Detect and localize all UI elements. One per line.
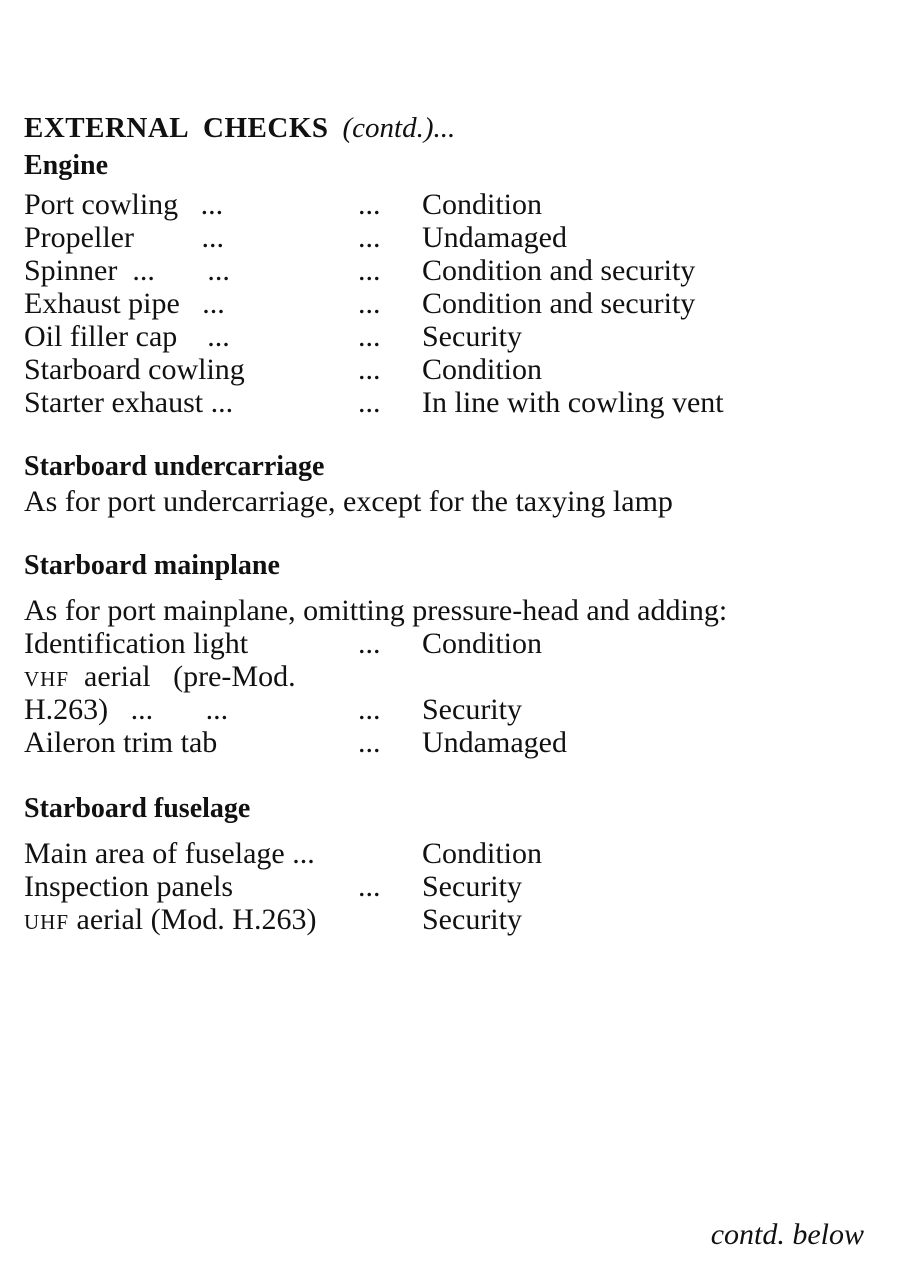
uhf-aerial-label: aerial (Mod. H.263): [69, 903, 317, 936]
page-heading: [24, 108, 884, 148]
check-result: Undamaged: [422, 726, 567, 759]
check-result: Condition: [422, 188, 543, 221]
check-row: [24, 903, 884, 936]
check-row: [24, 386, 884, 419]
check-row: [24, 353, 884, 386]
check-item: [24, 660, 296, 696]
section-engine: [24, 148, 884, 419]
vhf-aerial-label: aerial (pre-Mod.: [69, 660, 296, 693]
check-item: Identification light: [24, 627, 249, 660]
leader-dots: ...: [358, 386, 381, 419]
check-result: Condition: [422, 837, 543, 870]
check-result: Condition and security: [422, 254, 696, 287]
check-row: [24, 660, 884, 693]
check-row: [24, 870, 884, 903]
check-result: Security: [422, 903, 522, 936]
check-item: Oil filler cap ...: [24, 320, 230, 353]
leader-dots: ...: [358, 287, 381, 320]
uhf-abbr: UHF: [24, 910, 70, 934]
check-row: [24, 254, 884, 287]
check-item: Aileron trim tab: [24, 726, 218, 759]
section-starboard-undercarriage: [24, 449, 884, 518]
vhf-abbr: VHF: [24, 667, 70, 691]
check-item: Spinner ... ...: [24, 254, 230, 287]
check-item: Exhaust pipe ...: [24, 287, 225, 320]
check-item: Port cowling ...: [24, 188, 224, 221]
check-result: Security: [422, 870, 522, 903]
check-row: [24, 188, 884, 221]
check-row: [24, 320, 884, 353]
checklist-page: [24, 108, 884, 936]
check-item: [24, 903, 316, 939]
check-row: [24, 627, 884, 660]
check-row: [24, 221, 884, 254]
check-row: [24, 693, 884, 726]
check-item: Propeller ...: [24, 221, 224, 254]
check-item: Starboard cowling: [24, 353, 245, 386]
leader-dots: ...: [358, 870, 381, 903]
leader-dots: ...: [358, 353, 381, 386]
check-result: Condition and security: [422, 287, 696, 320]
check-item: H.263) ... ...: [24, 693, 229, 726]
check-row: [24, 837, 884, 870]
mainplane-intro: As for port mainplane, omitting pressure-head and adding:: [24, 594, 728, 627]
check-result: Security: [422, 693, 522, 726]
leader-dots: ...: [358, 188, 381, 221]
undercarriage-text: As for port undercarriage, except for the taxying lamp: [24, 485, 673, 518]
check-result: Security: [422, 320, 522, 353]
section-starboard-mainplane: [24, 548, 884, 759]
check-row: [24, 726, 884, 759]
leader-dots: ...: [358, 320, 381, 353]
heading-contd: (contd.)...: [342, 112, 456, 144]
check-result: Condition: [422, 627, 543, 660]
check-item: Main area of fuselage ...: [24, 837, 315, 870]
section-title-undercarriage: Starboard undercarriage: [24, 451, 325, 482]
check-result: In line with cowling vent: [422, 386, 724, 419]
section-starboard-fuselage: [24, 791, 884, 936]
check-row: [24, 287, 884, 320]
heading-title: EXTERNAL CHECKS: [24, 112, 329, 144]
check-item: Starter exhaust ...: [24, 386, 234, 419]
section-title-mainplane: Starboard mainplane: [24, 550, 280, 581]
section-title-engine: Engine: [24, 150, 109, 181]
leader-dots: ...: [358, 627, 381, 660]
check-result: Condition: [422, 353, 543, 386]
leader-dots: ...: [358, 693, 381, 726]
leader-dots: ...: [358, 726, 381, 759]
check-item: Inspection panels: [24, 870, 234, 903]
leader-dots: ...: [358, 221, 381, 254]
leader-dots: ...: [358, 254, 381, 287]
continued-footer: contd. below: [710, 1218, 864, 1251]
section-title-fuselage: Starboard fuselage: [24, 793, 251, 824]
check-result: Undamaged: [422, 221, 567, 254]
